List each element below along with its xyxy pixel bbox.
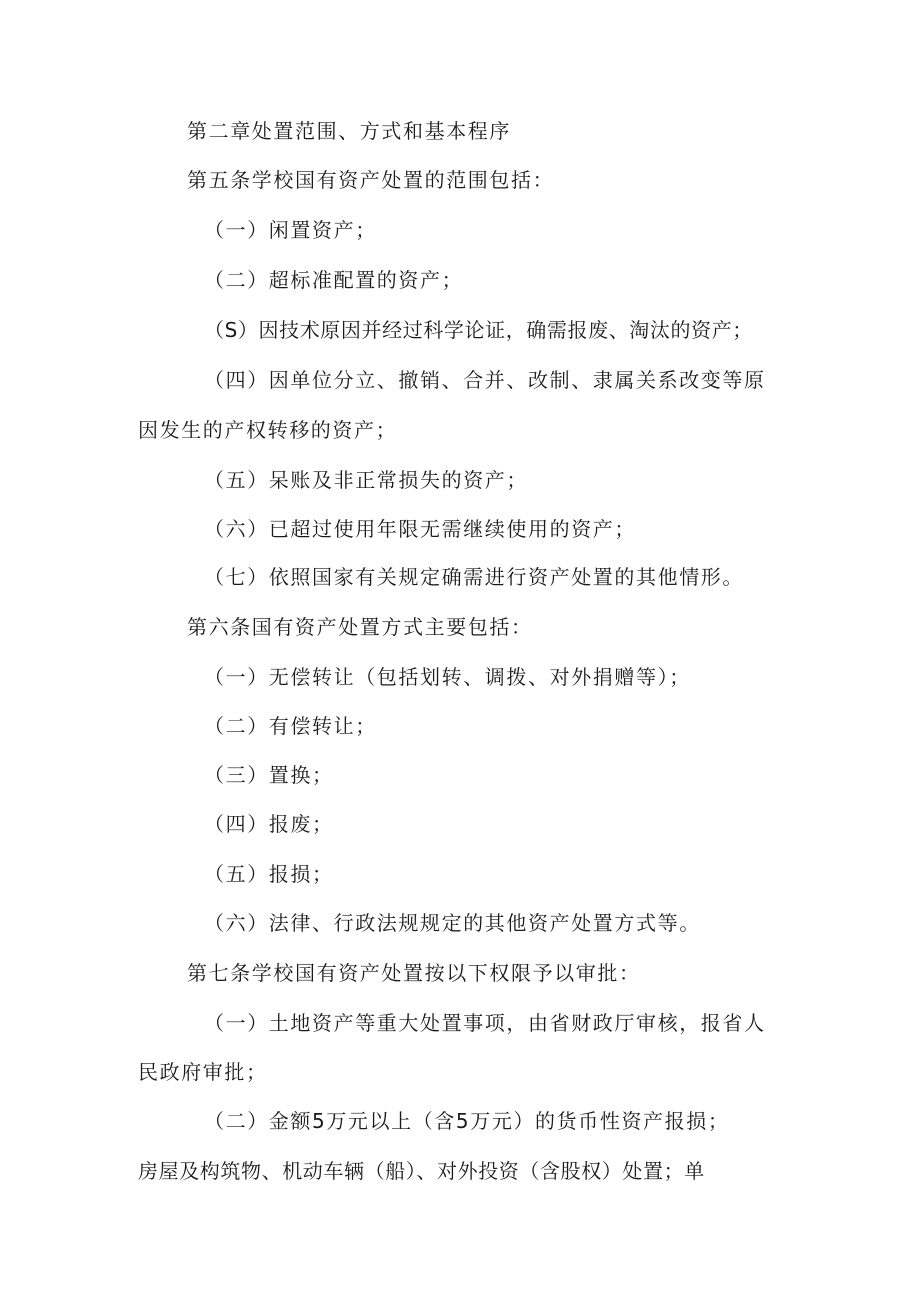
article-6-item-1: （一）无偿转让（包括划转、调拨、对外捐赠等）； [204, 665, 691, 689]
article-7-item-1-continued: 民政府审批； [138, 1060, 268, 1084]
article-5-item-2: （二）超标准配置的资产； [204, 268, 464, 292]
article-7-item-2: （二）金额5万元以上（含5万元）的货币性资产报损； [204, 1109, 730, 1133]
article-5-item-5: （五）呆账及非正常损失的资产； [204, 468, 528, 492]
article-5-item-7: （七）依照国家有关规定确需进行资产处置的其他情形。 [204, 565, 744, 589]
article-6-item-6: （六）法律、行政法规规定的其他资产处置方式等。 [204, 911, 701, 935]
article-7-item-1: （一）土地资产等重大处置事项，由省财政厅审核，报省人 [204, 1011, 766, 1035]
article-7-item-2-continued: 房屋及构筑物、机动车辆（船）、对外投资（含股权）处置；单 [138, 1159, 705, 1183]
article-6-heading: 第六条国有资产处置方式主要包括： [187, 615, 533, 639]
article-5-heading: 第五条学校国有资产处置的范围包括： [187, 168, 555, 192]
article-5-item-4: （四）因单位分立、撤销、合并、改制、隶属关系改变等原 [204, 368, 766, 392]
article-6-item-3: （三）置换； [204, 763, 334, 787]
article-6-item-5: （五）报损； [204, 862, 334, 886]
chapter-heading: 第二章处置范围、方式和基本程序 [187, 119, 511, 143]
article-6-item-2: （二）有偿转让； [204, 714, 377, 738]
article-5-item-4-continued: 因发生的产权转移的资产； [138, 418, 398, 442]
article-6-item-4: （四）报废； [204, 812, 334, 836]
article-7-heading: 第七条学校国有资产处置按以下权限予以审批： [187, 961, 641, 985]
article-5-item-6: （六）已超过使用年限无需继续使用的资产； [204, 517, 636, 541]
article-5-item-1: （一）闲置资产； [204, 218, 377, 242]
article-5-item-3: （S）因技术原因并经过科学论证，确需报废、淘汰的资产； [204, 318, 753, 342]
